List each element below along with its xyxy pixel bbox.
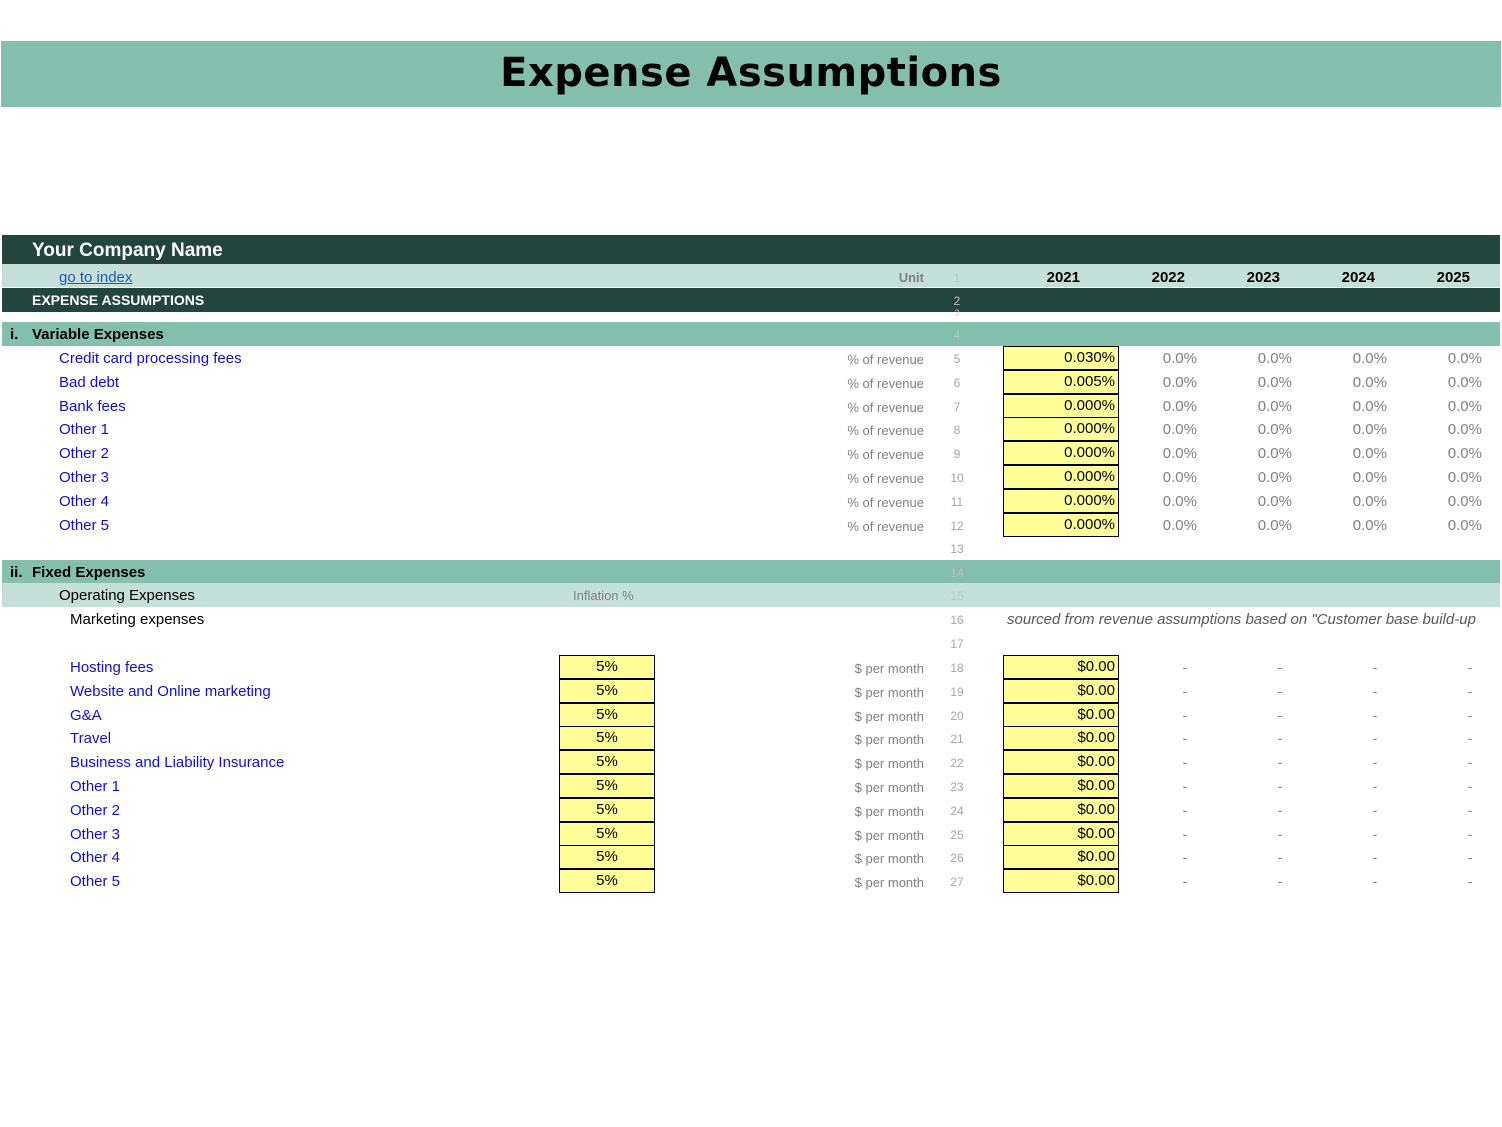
unit-label: % of revenue (847, 352, 924, 367)
expense-item-label: Other 4 (59, 492, 110, 510)
input-value-2021[interactable]: $0.00 (1003, 798, 1119, 822)
value-2025: - (1467, 801, 1473, 818)
input-value-2021[interactable]: $0.00 (1003, 869, 1119, 893)
inflation-input[interactable]: 5% (559, 750, 655, 774)
unit-label: % of revenue (847, 399, 924, 415)
value-2024: 0.0% (1352, 350, 1387, 367)
value-2024: - (1372, 682, 1378, 699)
value-2022: - (1182, 659, 1188, 675)
row-number: 15 (950, 589, 964, 603)
input-value-2021[interactable]: 0.000% (1003, 441, 1119, 465)
value-2023: 0.0% (1257, 492, 1292, 510)
value-2023: 0.0% (1257, 397, 1292, 415)
row-number: 16 (950, 613, 964, 627)
value-2023: 0.0% (1257, 350, 1292, 367)
operating-expenses-band (2, 583, 1500, 607)
year-header-2024: 2024 (1341, 269, 1375, 286)
value-2022: - (1182, 778, 1188, 794)
value-2023: - (1277, 825, 1283, 842)
inflation-header: Inflation % (573, 588, 634, 603)
unit-label: $ per month (854, 732, 924, 748)
unit-label: $ per month (854, 875, 924, 891)
value-2023: 0.0% (1257, 421, 1292, 439)
expense-item-label: Bad debt (59, 373, 120, 391)
unit-label: $ per month (854, 756, 924, 772)
expense-item-label: Website and Online marketing (70, 682, 271, 700)
value-2024: - (1372, 778, 1378, 794)
value-2025: 0.0% (1447, 492, 1482, 510)
section-number: ii. (10, 564, 23, 581)
input-value-2021[interactable]: 0.000% (1003, 513, 1119, 537)
inflation-input[interactable]: 5% (559, 655, 655, 679)
value-2025: 0.0% (1447, 421, 1482, 439)
expense-item-label: Bank fees (59, 397, 126, 415)
value-2023: - (1277, 801, 1283, 818)
value-2022: 0.0% (1162, 516, 1197, 534)
row-number: 22 (950, 756, 964, 771)
row-number: 3 (954, 308, 960, 318)
input-value-2021[interactable]: 0.000% (1003, 489, 1119, 513)
marketing-source-note: sourced from revenue assumptions based on "Customer base build-up (1007, 612, 1476, 627)
value-2023: 0.0% (1257, 516, 1292, 534)
variable-expenses-title: Variable Expenses (32, 326, 164, 343)
value-2025: 0.0% (1447, 445, 1482, 463)
expense-item-label: Business and Liability Insurance (70, 754, 285, 772)
value-2025: - (1467, 706, 1473, 723)
variable-expenses-band (2, 322, 1500, 346)
value-2022: - (1182, 849, 1188, 866)
value-2025: 0.0% (1447, 469, 1482, 486)
page-title: Expense Assumptions (500, 50, 1002, 96)
company-name: Your Company Name (32, 240, 223, 261)
unit-label: $ per month (854, 684, 924, 700)
inflation-input[interactable]: 5% (559, 703, 655, 727)
expense-item-label: Other 1 (70, 778, 121, 795)
value-2022: 0.0% (1162, 445, 1197, 463)
row-number: 2 (953, 294, 961, 308)
value-2025: - (1467, 730, 1473, 747)
row-number: 7 (953, 399, 961, 414)
year-header-2021: 2021 (1046, 269, 1080, 286)
value-2022: - (1182, 730, 1188, 747)
year-header-2025: 2025 (1436, 269, 1470, 286)
unit-label: % of revenue (847, 494, 924, 510)
expense-item-label: Credit card processing fees (59, 350, 242, 367)
value-2022: - (1182, 873, 1188, 890)
value-2025: - (1467, 849, 1473, 866)
input-value-2021[interactable]: 0.000% (1003, 394, 1119, 418)
inflation-input[interactable]: 5% (559, 869, 655, 893)
input-value-2021[interactable]: 0.005% (1003, 370, 1119, 394)
input-value-2021[interactable]: $0.00 (1003, 726, 1119, 750)
row-number: 11 (950, 494, 964, 509)
row-number: 1 (953, 271, 961, 285)
company-band (2, 235, 1500, 264)
input-value-2021[interactable]: 0.000% (1003, 465, 1119, 489)
unit-label: % of revenue (847, 423, 924, 439)
expense-item-label: Other 5 (70, 873, 121, 891)
value-2025: - (1467, 754, 1473, 771)
unit-label: $ per month (854, 851, 924, 867)
row-number: 25 (950, 827, 964, 842)
row-number: 8 (953, 423, 961, 438)
value-2023: 0.0% (1257, 445, 1292, 463)
input-value-2021[interactable]: $0.00 (1003, 845, 1119, 869)
year-header-2023: 2023 (1246, 269, 1280, 286)
expense-item-label: Other 3 (59, 469, 110, 486)
value-2022: - (1182, 825, 1188, 842)
value-2024: 0.0% (1352, 421, 1387, 439)
value-2025: - (1467, 873, 1473, 890)
row-number: 12 (950, 518, 964, 533)
unit-label: $ per month (854, 803, 924, 819)
input-value-2021[interactable]: $0.00 (1003, 655, 1119, 679)
row-number: 26 (950, 851, 964, 866)
unit-label: % of revenue (847, 471, 924, 486)
unit-label: % of revenue (847, 518, 924, 534)
input-value-2021[interactable]: $0.00 (1003, 822, 1119, 846)
inflation-input[interactable]: 5% (559, 774, 655, 798)
unit-label: $ per month (854, 661, 924, 676)
row-number: 14 (950, 566, 964, 580)
inflation-input[interactable]: 5% (559, 822, 655, 846)
row-number: 21 (950, 732, 964, 747)
expense-item-label: Other 3 (70, 825, 121, 843)
value-2023: - (1277, 730, 1283, 747)
expense-item-label: Other 2 (70, 801, 121, 819)
value-2022: - (1182, 801, 1188, 818)
value-2025: - (1467, 659, 1473, 675)
value-2024: - (1372, 730, 1378, 747)
input-value-2021[interactable]: 0.030% (1003, 346, 1119, 370)
year-header-2022: 2022 (1151, 269, 1185, 286)
row-number: 5 (953, 352, 961, 366)
inflation-input[interactable]: 5% (559, 679, 655, 703)
value-2023: - (1277, 659, 1283, 675)
value-2023: - (1277, 754, 1283, 771)
value-2024: - (1372, 706, 1378, 723)
expense-item-label: G&A (70, 706, 102, 724)
row-number: 19 (950, 684, 964, 699)
value-2022: 0.0% (1162, 421, 1197, 439)
expense-item-label: Other 1 (59, 421, 110, 439)
expense-item-label: Hosting fees (70, 659, 154, 676)
row-number: 4 (953, 328, 961, 342)
value-2025: - (1467, 825, 1473, 842)
input-value-2021[interactable]: 0.000% (1003, 417, 1119, 441)
value-2022: - (1182, 754, 1188, 771)
value-2022: 0.0% (1162, 397, 1197, 415)
value-2025: - (1467, 682, 1473, 699)
section-header-band (2, 288, 1500, 312)
marketing-expenses-label: Marketing expenses (70, 611, 205, 628)
expense-item-label: Other 2 (59, 445, 110, 463)
row-number: 6 (953, 375, 961, 390)
value-2023: - (1277, 682, 1283, 699)
expense-item-label: Other 4 (70, 849, 121, 867)
unit-label: % of revenue (847, 375, 924, 391)
unit-label: $ per month (854, 780, 924, 795)
value-2023: 0.0% (1257, 373, 1292, 391)
expense-item-label: Travel (70, 730, 112, 748)
row-number: 10 (950, 471, 964, 485)
value-2022: 0.0% (1162, 492, 1197, 510)
value-2025: 0.0% (1447, 516, 1482, 534)
section-header: EXPENSE ASSUMPTIONS (32, 292, 205, 308)
value-2023: 0.0% (1257, 469, 1292, 486)
value-2025: 0.0% (1447, 397, 1482, 415)
value-2024: - (1372, 873, 1378, 890)
fixed-expenses-band (2, 560, 1500, 583)
input-value-2021[interactable]: $0.00 (1003, 703, 1119, 727)
row-number: 13 (950, 542, 964, 556)
value-2024: - (1372, 659, 1378, 675)
section-number: i. (10, 326, 19, 343)
input-value-2021[interactable]: $0.00 (1003, 750, 1119, 774)
fixed-expenses-title: Fixed Expenses (32, 564, 146, 581)
row-number: 24 (950, 803, 964, 818)
operating-expenses-label: Operating Expenses (59, 587, 195, 604)
row-number: 9 (953, 447, 961, 462)
value-2024: 0.0% (1352, 516, 1387, 534)
value-2024: 0.0% (1352, 373, 1387, 391)
value-2025: - (1467, 778, 1473, 794)
unit-label: $ per month (854, 827, 924, 843)
value-2024: - (1372, 801, 1378, 818)
value-2024: 0.0% (1352, 469, 1387, 486)
unit-label: $ per month (854, 708, 924, 724)
unit-label: % of revenue (847, 447, 924, 463)
unit-header: Unit (898, 270, 924, 285)
row-number: 17 (950, 637, 964, 651)
value-2023: - (1277, 849, 1283, 866)
input-value-2021[interactable]: $0.00 (1003, 774, 1119, 798)
inflation-input[interactable]: 5% (559, 798, 655, 822)
value-2024: 0.0% (1352, 492, 1387, 510)
value-2022: 0.0% (1162, 373, 1197, 391)
row-number: 20 (950, 708, 964, 723)
row-number: 27 (950, 875, 964, 890)
row-number: 23 (950, 780, 964, 794)
inflation-input[interactable]: 5% (559, 726, 655, 750)
value-2022: 0.0% (1162, 469, 1197, 486)
value-2022: - (1182, 682, 1188, 699)
value-2024: - (1372, 825, 1378, 842)
value-2022: 0.0% (1162, 350, 1197, 367)
input-value-2021[interactable]: $0.00 (1003, 679, 1119, 703)
value-2024: - (1372, 754, 1378, 771)
value-2022: - (1182, 706, 1188, 723)
value-2023: - (1277, 873, 1283, 890)
value-2025: 0.0% (1447, 350, 1482, 367)
value-2024: 0.0% (1352, 397, 1387, 415)
inflation-input[interactable]: 5% (559, 845, 655, 869)
value-2023: - (1277, 778, 1283, 794)
expense-item-label: Other 5 (59, 516, 110, 534)
row-number: 18 (950, 661, 964, 675)
go-to-index-link[interactable]: go to index (59, 269, 133, 286)
value-2024: - (1372, 849, 1378, 866)
value-2023: - (1277, 706, 1283, 723)
value-2024: 0.0% (1352, 445, 1387, 463)
value-2025: 0.0% (1447, 373, 1482, 391)
